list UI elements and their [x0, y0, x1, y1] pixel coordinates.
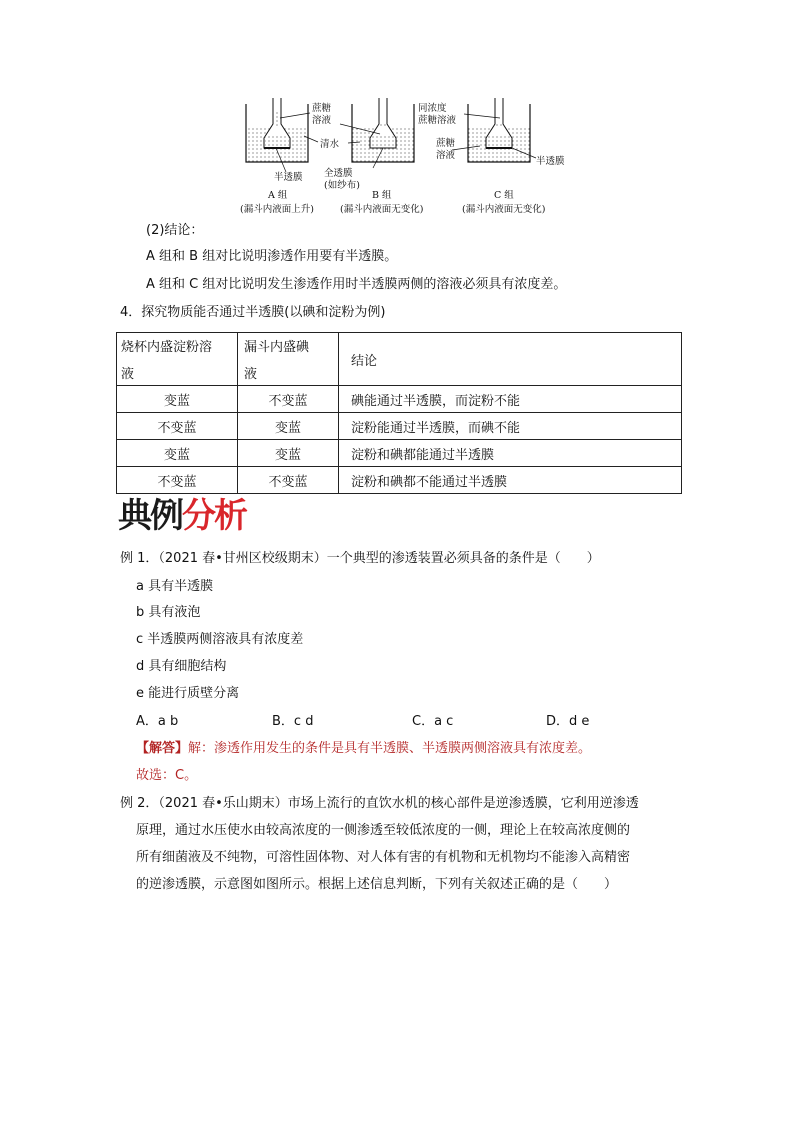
cell-beaker: 不变蓝 [117, 467, 238, 494]
example-2-line: 的逆渗透膜，示意图如图所示。根据上述信息判断，下列有关叙述正确的是（ ） [136, 877, 618, 892]
group-a-name: A 组 [268, 190, 288, 201]
label-clear-water: 清水 [320, 139, 340, 150]
cell-conclusion: 碘能通过半透膜，而淀粉不能 [339, 386, 682, 413]
cell-funnel: 变蓝 [238, 413, 339, 440]
example-1-option: e 能进行质壁分离 [136, 686, 240, 701]
example-1-option: a 具有半透膜 [136, 579, 214, 594]
label-same-conc-line2: 蔗糖溶液 [418, 115, 457, 126]
banner-text-part2: 分析 [182, 496, 246, 536]
cell-funnel: 变蓝 [238, 440, 339, 467]
group-a-note: (漏斗内液面上升) [240, 204, 314, 215]
example-1-option: c 半透膜两侧溶液具有浓度差 [136, 632, 304, 647]
beaker-c [468, 98, 530, 162]
cell-conclusion: 淀粉和碘都不能通过半透膜 [339, 467, 682, 494]
example-1-choice-d: D．d e [546, 714, 590, 729]
cell-beaker: 变蓝 [117, 386, 238, 413]
cell-funnel: 不变蓝 [238, 467, 339, 494]
label-sucrose-a-line2: 溶液 [312, 115, 332, 126]
example-2-line: 例 2．（2021 春•乐山期末）市场上流行的直饮水机的核心部件是逆渗透膜，它利用逆渗透 [120, 796, 639, 811]
example-1-choice-a: A．a b [136, 714, 179, 729]
example-2-line: 原理，通过水压使水由较高浓度的一侧渗透至较低浓度的一侧，理论上在较高浓度侧的 [136, 823, 631, 838]
answer-text: 解：渗透作用发生的条件是具有半透膜、半透膜两侧溶液具有浓度差。 [188, 741, 592, 756]
group-c-note: (漏斗内液面无变化) [462, 204, 546, 215]
table-row [117, 413, 682, 440]
banner-text-part1: 典例 [118, 496, 182, 536]
conclusion-heading: (2)结论： [146, 223, 204, 238]
table-header-row [117, 333, 682, 386]
table-row [117, 467, 682, 494]
beaker-b [352, 98, 414, 162]
cell-funnel: 不变蓝 [238, 386, 339, 413]
example-1-option: d 具有细胞结构 [136, 659, 227, 674]
example-1-choice-c: C．a c [412, 714, 454, 729]
section-banner [118, 496, 278, 536]
header-conclusion: 结论 [339, 333, 682, 386]
cell-beaker: 变蓝 [117, 440, 238, 467]
header-funnel [238, 333, 339, 386]
label-semi-membrane-a: 半透膜 [274, 172, 303, 183]
beaker-a [246, 98, 308, 162]
table-row [117, 440, 682, 467]
example-2-line: 所有细菌液及不纯物，可溶性固体物、对人体有害的有机物和无机物均不能渗入高精密 [136, 850, 631, 865]
label-full-membrane-note: (如纱布) [324, 180, 360, 191]
group-b-note: (漏斗内液面无变化) [340, 204, 424, 215]
example-1-final: 故选：C。 [136, 768, 198, 783]
label-sucrose-c-line1: 蔗糖 [436, 138, 456, 149]
conclusion-line-1: A 组和 B 组对比说明渗透作用要有半透膜。 [146, 249, 398, 264]
label-full-membrane: 全透膜 [324, 168, 353, 179]
label-semi-membrane-c: 半透膜 [536, 156, 565, 167]
osmosis-figure [240, 96, 570, 218]
section-4-title: 4．探究物质能否通过半透膜(以碘和淀粉为例) [120, 305, 386, 320]
example-1-answer [136, 740, 591, 758]
example-1-option: b 具有液泡 [136, 605, 201, 620]
header-beaker [117, 333, 238, 386]
group-b-name: B 组 [372, 190, 392, 201]
example-1-stem: 例 1．（2021 春•甘州区校级期末）一个典型的渗透装置必须具备的条件是（ ） [120, 551, 600, 566]
header-beaker-line1: 烧杯内盛淀粉溶 [121, 340, 213, 355]
group-c-name: C 组 [494, 190, 514, 201]
cell-conclusion: 淀粉和碘都能通过半透膜 [339, 440, 682, 467]
results-table [116, 332, 682, 494]
cell-beaker: 不变蓝 [117, 413, 238, 440]
label-sucrose-a-line1: 蔗糖 [312, 103, 332, 114]
answer-tag: 【解答】 [136, 741, 189, 756]
cell-conclusion: 淀粉能通过半透膜，而碘不能 [339, 413, 682, 440]
label-same-conc-line1: 同浓度 [418, 103, 447, 114]
header-funnel-line2: 液 [244, 367, 258, 382]
header-funnel-line1: 漏斗内盛碘 [244, 340, 310, 355]
header-beaker-line2: 液 [121, 367, 135, 382]
conclusion-line-2: A 组和 C 组对比说明发生渗透作用时半透膜两侧的溶液必须具有浓度差。 [146, 277, 567, 292]
table-row [117, 386, 682, 413]
example-1-choice-b: B．c d [272, 714, 314, 729]
label-sucrose-c-line2: 溶液 [436, 150, 456, 161]
